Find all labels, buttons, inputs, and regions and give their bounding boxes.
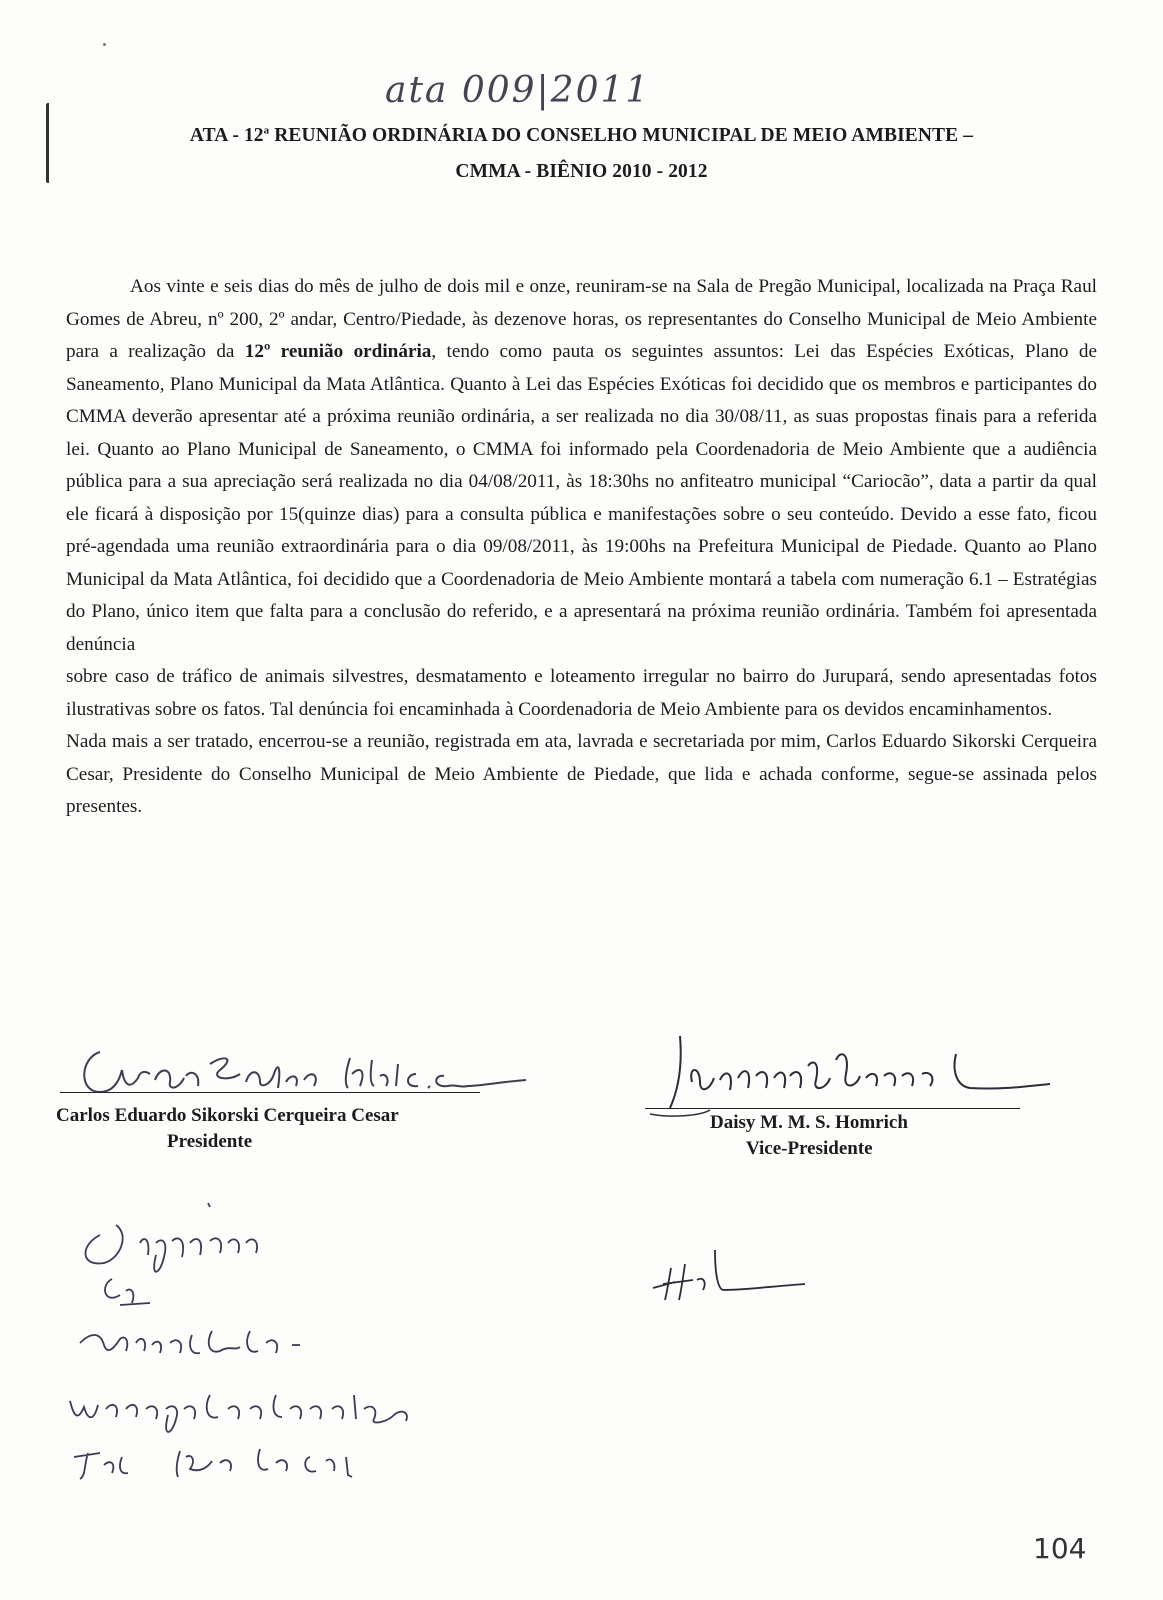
- page-number: 104: [1033, 1532, 1087, 1565]
- minutes-body: [66, 271, 1097, 824]
- margin-bracket-mark: [46, 103, 55, 183]
- signature-role-president: Presidente: [167, 1131, 253, 1152]
- title-line-1: [70, 118, 1093, 154]
- paragraph-1-end: , tendo como pauta os seguintes assuntos: Lei das Espécies Exóticas, Plano de Saneamento, Plano Municipal da Mata Atlântica. Quanto à Lei das Espécies Exóticas foi decidido que os membros e participantes do CMMA deverão apresentar até a próxima reunião ordinária, a ser realizada no dia 30/08/11, as suas propostas finais para a referida lei. Quanto ao Plano Municipal de Saneamento, o CMMA foi informado pela Coordenadoria de Meio Ambiente que a audiência pública para a sua apreciação será realizada no dia 04/08/2011, às 18:30hs no anfiteatro municipal “Cariocão”, data a partir da qual ele ficará à disposição por 15(quinze dias) para a consulta pública e manifestações sobre o seu conteúdo. Devido a esse fato, ficou pré-agendada uma reunião extraordinária para o dia 09/08/2011, às 19:00hs na Prefeitura Municipal de Piedade. Quanto ao Plano Municipal da Mata Atlântica, foi decidido que a Coordenadoria de Meio Ambiente montará a tabela com numeração 6.1 – Estratégias do Plano, único item que falta para a conclusão do referido, e a apresentará na próxima reunião ordinária. Também foi apresentada denúncia: [66, 341, 1097, 655]
- signature-name-president: Carlos Eduardo Sikorski Cerqueira Cesar: [56, 1105, 399, 1126]
- signature-name-vice-president: Daisy M. M. S. Homrich: [710, 1112, 908, 1133]
- title-line-1-start: ATA - 12: [189, 125, 264, 146]
- handwritten-initials: [645, 1240, 815, 1310]
- paragraph-1-bold: 12º reunião ordinária: [244, 341, 432, 362]
- title-line-1-end: REUNIÃO ORDINÁRIA DO CONSELHO MUNICIPAL DE MEIO AMBIENTE –: [269, 125, 974, 146]
- signature-line-vice-president: [645, 1108, 1020, 1109]
- paragraph-2: sobre caso de tráfico de animais silvestres, desmatamento e loteamento irregular no bairro do Jurupará, sendo apresentadas fotos ilustrativas sobre os fatos. Tal denúncia foi encaminhada à Coordenadoria de Meio Ambiente para os devidos encaminhamentos.: [66, 666, 1097, 720]
- title-ordinal-sup: a: [263, 124, 270, 137]
- paragraph-1: [66, 271, 1097, 661]
- handwritten-member-signatures: [60, 1195, 530, 1485]
- paragraph-3: Nada mais a ser tratado, encerrou-se a reunião, registrada em ata, lavrada e secretariada por mim, Carlos Eduardo Sikorski Cerqueira Cesar, Presidente do Conselho Municipal de Meio Ambiente de Piedade, que lida e achada conforme, segue-se assinada pelos presentes.: [66, 731, 1097, 817]
- signature-role-vice-president: Vice-Presidente: [746, 1138, 873, 1159]
- document-title: [70, 118, 1093, 190]
- signature-line-president: [60, 1092, 480, 1093]
- signature-president-scribble: [60, 1030, 550, 1105]
- signature-vice-president-scribble: [640, 1030, 1080, 1120]
- handwritten-ata-number: ata 009|2011: [385, 70, 651, 111]
- paragraph-1-start: Aos vinte e seis dias do mês de julho de dois mil e onze, reuniram-se na Sala de Pregão Municipal, localizada na Praça Raul Gomes de Abreu, nº 200, 2º andar, Centro/Piedade, às dezenove horas, os representantes do Conselho Municipal de Meio Ambiente para a realização da: [66, 276, 1097, 362]
- title-line-2: CMMA - BIÊNIO 2010 - 2012: [455, 161, 708, 182]
- speck: [103, 43, 106, 46]
